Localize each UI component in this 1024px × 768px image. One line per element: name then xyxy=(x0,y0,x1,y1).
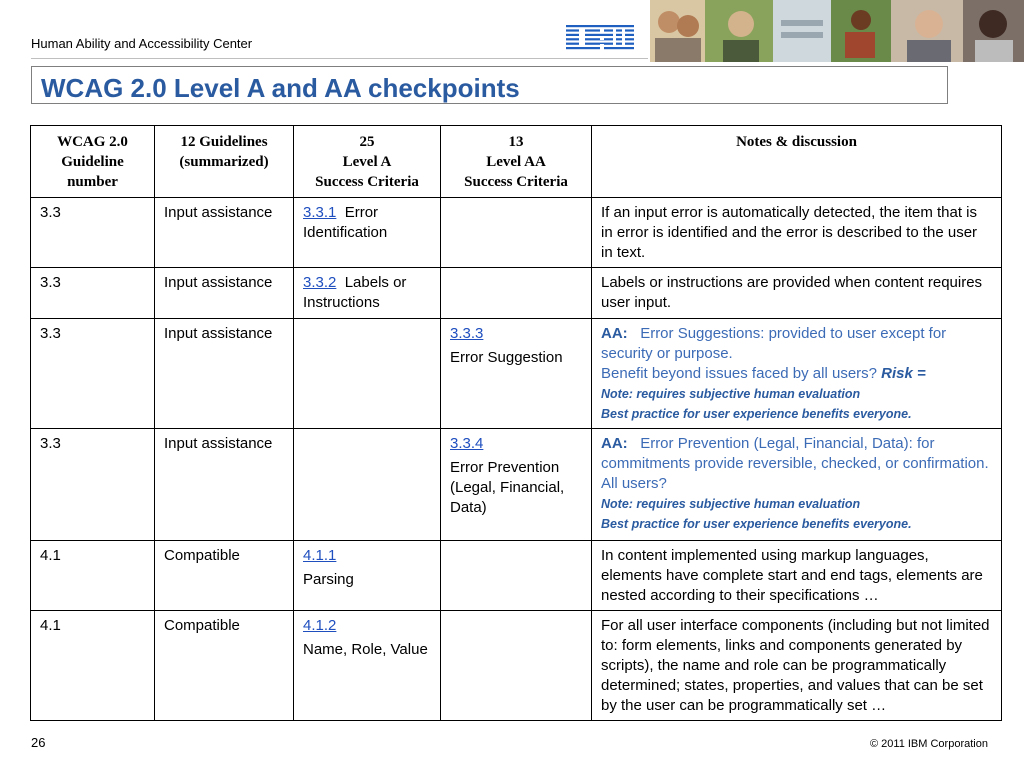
cell-number: 3.3 xyxy=(31,198,155,268)
cell-number: 4.1 xyxy=(31,611,155,721)
cell-guideline: Input assistance xyxy=(155,198,294,268)
ibm-logo xyxy=(566,22,634,52)
page-title: WCAG 2.0 Level A and AA checkpoints xyxy=(41,73,520,103)
cell-level-a xyxy=(294,611,441,721)
cell-number: 3.3 xyxy=(31,319,155,429)
cell-notes xyxy=(592,319,1002,429)
evaluation-note: Note: requires subjective human evaluation xyxy=(601,387,861,401)
cell-notes: For all user interface components (including but not limited to: form elements, links and components generated by scripts), the name and role can be programmatically determined; states, properties, and values that can be set by the user can be programmatically set … xyxy=(592,611,1002,721)
cell-level-aa xyxy=(441,319,592,429)
cell-level-aa xyxy=(441,429,592,541)
aa-label: AA: xyxy=(601,435,628,452)
cell-notes: If an input error is automatically detected, the item that is in error is identified and the error is described to the user in text. xyxy=(592,198,1002,268)
table-row xyxy=(31,541,1002,611)
title-box xyxy=(31,66,948,104)
cell-level-aa xyxy=(441,268,592,319)
copyright: © 2011 IBM Corporation xyxy=(870,738,988,750)
cell-number: 3.3 xyxy=(31,268,155,319)
cell-guideline: Compatible xyxy=(155,541,294,611)
cell-number: 4.1 xyxy=(31,541,155,611)
criterion-title: Error Prevention (Legal, Financial, Data) xyxy=(450,459,565,516)
cell-guideline: Input assistance xyxy=(155,319,294,429)
criterion-link[interactable]: 3.3.4 xyxy=(450,435,484,452)
best-practice-note: Best practice for user experience benefits everyone. xyxy=(601,407,912,421)
header-guidelines: 12 Guidelines (summarized) xyxy=(155,126,294,198)
table-header-row xyxy=(31,126,1002,198)
criterion-title: Error Suggestion xyxy=(450,349,563,366)
table-row xyxy=(31,429,1002,541)
cell-guideline: Compatible xyxy=(155,611,294,721)
cell-level-a xyxy=(294,429,441,541)
header-guideline-number: WCAG 2.0 Guideline number xyxy=(31,126,155,198)
header-organization: Human Ability and Accessibility Center xyxy=(31,36,253,51)
criterion-link[interactable]: 3.3.3 xyxy=(450,325,484,342)
photo-person-5 xyxy=(891,0,963,62)
cell-notes: In content implemented using markup languages, elements have complete start and end tags, elements are nested according to their specifications … xyxy=(592,541,1002,611)
cell-level-a xyxy=(294,541,441,611)
best-practice-note: Best practice for user experience benefits everyone. xyxy=(601,517,912,531)
cell-level-aa xyxy=(441,198,592,268)
photo-person-2 xyxy=(705,0,773,62)
table-row xyxy=(31,268,1002,319)
header-level-a: 25 Level A Success Criteria xyxy=(294,126,441,198)
cell-level-a xyxy=(294,319,441,429)
criterion-title: Error Identification xyxy=(303,204,388,241)
photo-person-4 xyxy=(831,0,891,62)
page-number: 26 xyxy=(31,735,46,750)
aa-label: AA: xyxy=(601,325,628,342)
criterion-link[interactable]: 3.3.2 xyxy=(303,274,337,291)
evaluation-note: Note: requires subjective human evaluation xyxy=(601,497,861,511)
notes-extra: Benefit beyond issues faced by all users? xyxy=(601,365,877,382)
header-photo-strip xyxy=(650,0,1024,62)
header-divider xyxy=(31,58,648,59)
cell-number: 3.3 xyxy=(31,429,155,541)
cell-level-aa xyxy=(441,611,592,721)
cell-guideline: Input assistance xyxy=(155,429,294,541)
photo-person-3 xyxy=(773,0,831,62)
photo-person-6 xyxy=(963,0,1024,62)
table-row xyxy=(31,611,1002,721)
notes-text: Error Prevention (Legal, Financial, Data): for commitments provide reversible, checked, or confirmation. All users? xyxy=(601,435,989,492)
criterion-title: Name, Role, Value xyxy=(303,641,428,658)
criterion-link[interactable]: 4.1.1 xyxy=(303,547,337,564)
criterion-title: Labels or Instructions xyxy=(303,274,407,311)
checkpoints-table xyxy=(30,125,1002,721)
table-row xyxy=(31,198,1002,268)
table-row xyxy=(31,319,1002,429)
criterion-link[interactable]: 4.1.2 xyxy=(303,617,337,634)
photo-person-1 xyxy=(650,0,705,62)
header-notes: Notes & discussion xyxy=(592,126,1002,198)
cell-notes xyxy=(592,429,1002,541)
notes-text: Error Suggestions: provided to user except for security or purpose. xyxy=(601,325,947,362)
cell-notes: Labels or instructions are provided when content requires user input. xyxy=(592,268,1002,319)
cell-level-aa xyxy=(441,541,592,611)
cell-guideline: Input assistance xyxy=(155,268,294,319)
criterion-title: Parsing xyxy=(303,571,354,588)
cell-level-a xyxy=(294,198,441,268)
header-level-aa: 13 Level AA Success Criteria xyxy=(441,126,592,198)
risk-label: Risk = xyxy=(881,365,926,382)
cell-level-a xyxy=(294,268,441,319)
criterion-link[interactable]: 3.3.1 xyxy=(303,204,337,221)
